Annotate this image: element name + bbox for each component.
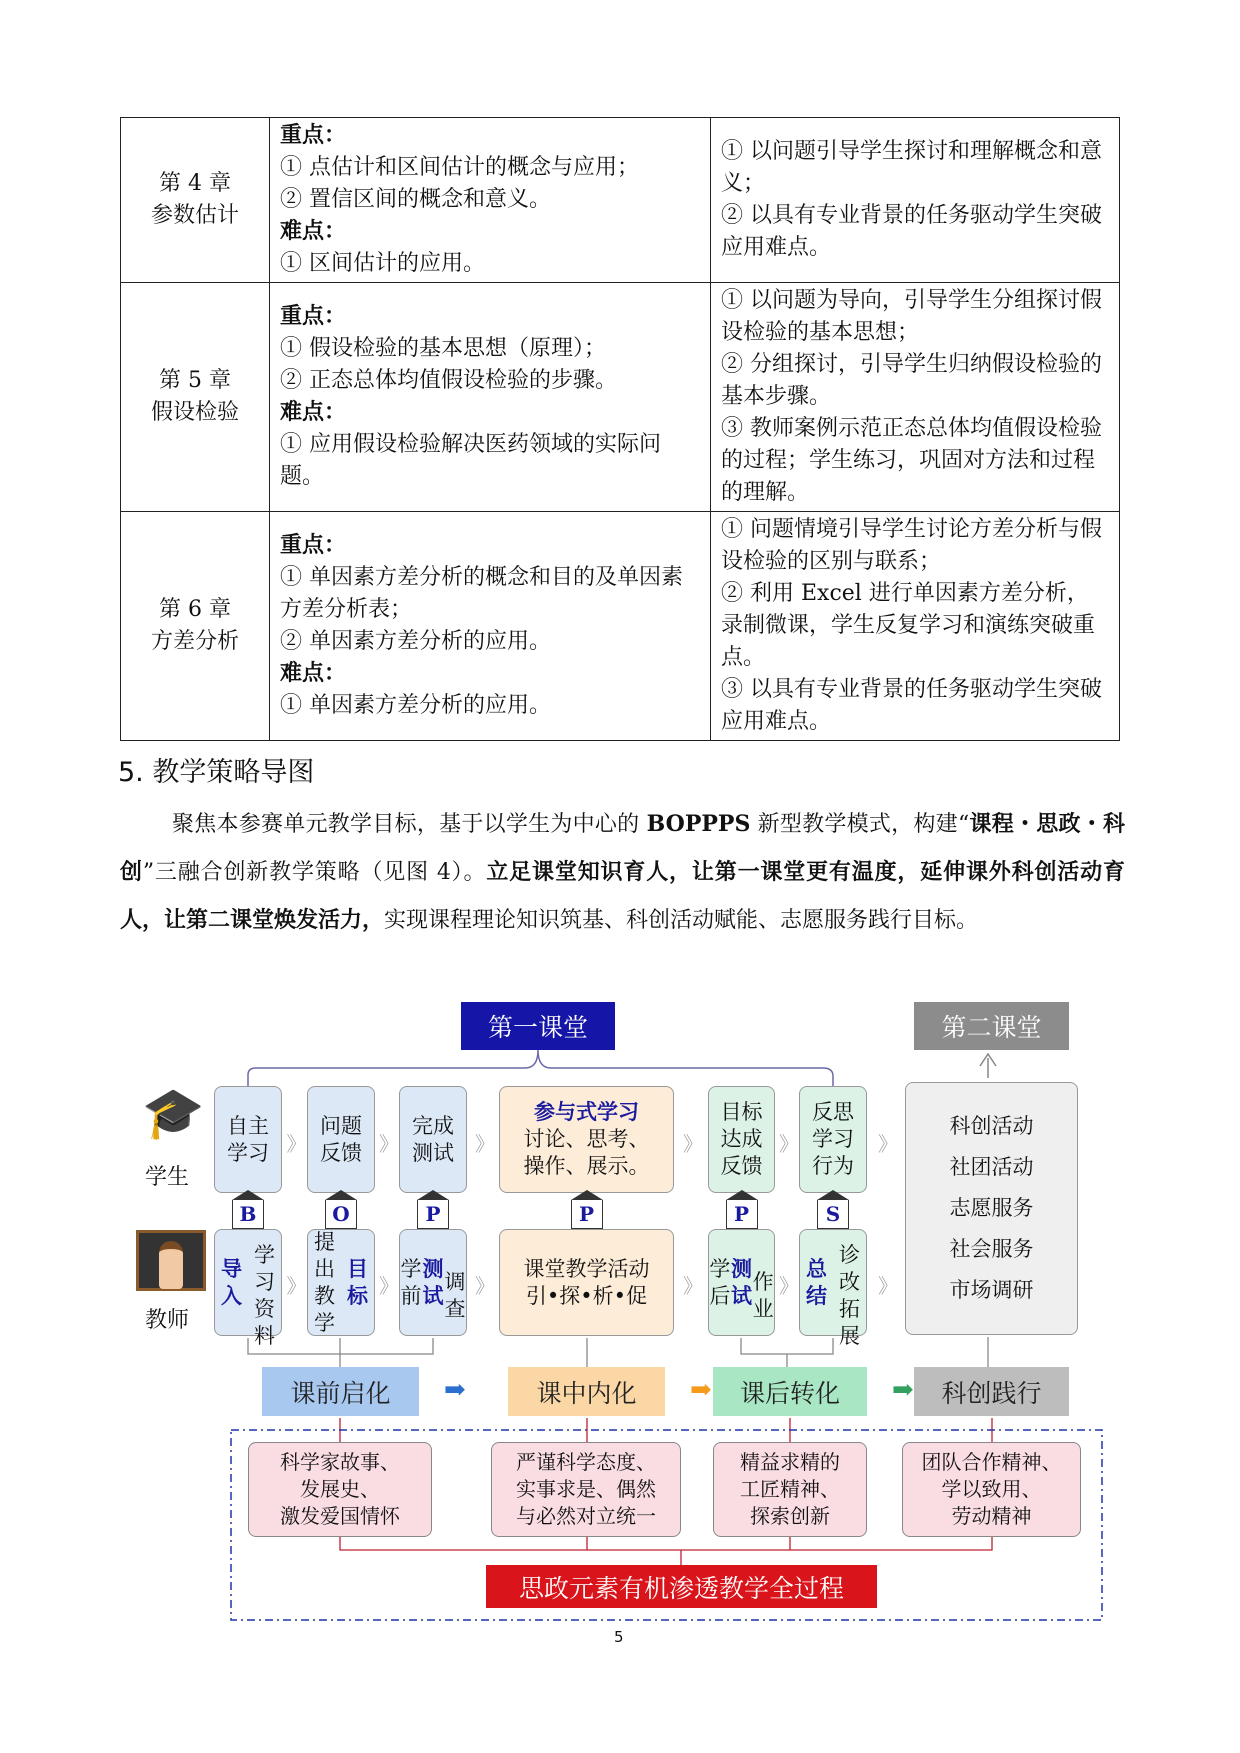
page-number: 5 [614, 1628, 624, 1646]
chapter-text: 第 6 章 [159, 597, 231, 622]
difficulty-label: 难点： [280, 661, 347, 686]
participatory-body: 讨论、思考、 操作、展示。 [523, 1127, 650, 1178]
key-point: ② 置信区间的概念和意义。 [280, 187, 551, 212]
chevron-right-icon: 》 [878, 1274, 898, 1298]
difficulty-point: ① 单因素方差分析的应用。 [280, 693, 551, 718]
bopps-tag-O: O [325, 1200, 357, 1229]
teacher-blackboard-icon [136, 1230, 206, 1291]
classroom-activity-box: 课堂教学活动 引•探•析•促 [499, 1229, 674, 1336]
method-item: ② 以具有专业背景的任务驱动学生突破应用难点。 [721, 203, 1102, 260]
ideology-banner: 思政元素有机渗透教学全过程 [486, 1565, 877, 1608]
chevron-right-icon: 》 [286, 1274, 307, 1298]
text: 新型教学模式，构建“ [757, 812, 970, 837]
teacher-step-box: 学后 测试 作业 [708, 1229, 775, 1336]
chapter-text: 参数估计 [150, 203, 239, 228]
key-point: ① 点估计和区间估计的概念与应用； [280, 155, 639, 180]
chevron-right-icon: 》 [779, 1274, 799, 1298]
highlight: 目标 [347, 1256, 368, 1308]
text: 实现课程理论知识筑基、科创活动赋能、志愿服务践行目标。 [384, 908, 979, 933]
difficulty-point: ① 应用假设检验解决医药领域的实际问题。 [280, 432, 661, 489]
bopps-text: BOPPPS [646, 811, 751, 837]
student-step-box: 目标 达成 反馈 [708, 1086, 775, 1193]
highlight: 测试 [731, 1256, 752, 1308]
student-graduate-icon: 🎓 [142, 1084, 205, 1142]
difficulty-label: 难点： [280, 219, 347, 244]
difficulty-label: 难点： [280, 400, 347, 425]
highlight: 导入 [221, 1256, 242, 1308]
participatory-title: 参与式学习 [534, 1100, 639, 1124]
chevron-right-icon: 》 [683, 1274, 703, 1298]
chevron-right-icon: 》 [475, 1132, 495, 1156]
stage-label: 课后转化 [713, 1367, 867, 1416]
second-class-label: 第二课堂 [914, 1002, 1069, 1050]
ideology-box: 科学家故事、 发展史、 激发爱国情怀 [248, 1442, 432, 1537]
ideology-box: 团队合作精神、 学以致用、 劳动精神 [902, 1442, 1081, 1537]
arrow-right-icon: ➡ [444, 1375, 466, 1405]
second-class-item: 市场调研 [949, 1278, 1034, 1302]
method-item: ② 利用 Excel 进行单因素方差分析，录制微课，学生反复学习和演练突破重点。 [721, 581, 1096, 670]
method-item: ① 以问题引导学生探讨和理解概念和意义； [721, 139, 1102, 196]
student-step-box: 完成 测试 [399, 1086, 467, 1193]
key-label: 重点： [280, 123, 347, 148]
ideology-box: 严谨科学态度、 实事求是、偶然 与必然对立统一 [491, 1442, 681, 1537]
text: 聚焦本参赛单元教学目标，基于以学生为中心的 [172, 812, 640, 837]
teacher-step-box: 提出 教学 目标 [307, 1229, 375, 1336]
key-point: ② 正态总体均值假设检验的步骤。 [280, 368, 617, 393]
student-step-box: 自主 学习 [214, 1086, 282, 1193]
chapter-text: 第 5 章 [159, 368, 231, 393]
bold-text: 立足课堂知识育人，让第一课堂更有温度，延伸课外科创活动育人，让第二课堂焕发活力， [120, 860, 1125, 933]
method-item: ③ 教师案例示范正态总体均值假设检验的过程；学生练习，巩固对方法和过程的理解。 [721, 416, 1102, 505]
second-class-activities [905, 1082, 1078, 1335]
bopps-tag-B: B [232, 1200, 264, 1229]
key-point: ① 单因素方差分析的概念和目的及单因素方差分析表； [280, 565, 683, 622]
chevron-right-icon: 》 [779, 1132, 799, 1156]
section-heading: 5. 教学策略导图 [118, 757, 315, 788]
method-item: ① 以问题为导向，引导学生分组探讨假设检验的基本思想； [721, 288, 1102, 345]
chevron-right-icon: 》 [286, 1132, 307, 1156]
key-point: ① 假设检验的基本思想（原理）； [280, 336, 606, 361]
method-item: ③ 以具有专业背景的任务驱动学生突破应用难点。 [721, 677, 1102, 734]
key-point: ② 单因素方差分析的应用。 [280, 629, 551, 654]
second-class-item: 社团活动 [949, 1155, 1034, 1179]
chevron-right-icon: 》 [878, 1132, 898, 1156]
chapter-text: 第 4 章 [159, 171, 231, 196]
teacher-step-box: 学前 测试 调查 [399, 1229, 467, 1336]
second-class-item: 科创活动 [949, 1114, 1034, 1138]
second-class-item: 志愿服务 [949, 1196, 1034, 1220]
stage-label: 科创践行 [914, 1367, 1069, 1416]
highlight: 测试 [422, 1256, 444, 1308]
chapter-text: 假设检验 [150, 400, 239, 425]
bopps-tag-S: S [817, 1200, 849, 1229]
bopps-tag-P: P [571, 1200, 603, 1229]
arrow-right-icon: ➡ [690, 1375, 712, 1405]
chevron-right-icon: 》 [475, 1274, 495, 1298]
highlight: 总结 [806, 1256, 827, 1308]
method-item: ① 问题情境引导学生讨论方差分析与假设检验的区别与联系； [721, 517, 1102, 574]
second-class-item: 社会服务 [949, 1237, 1034, 1261]
student-step-box: 反思 学习 行为 [799, 1086, 867, 1193]
bopps-tag-P: P [417, 1200, 449, 1229]
chevron-right-icon: 》 [379, 1274, 399, 1298]
student-step-box: 问题 反馈 [307, 1086, 375, 1193]
stage-label: 课前启化 [262, 1367, 419, 1416]
bopps-tag-P: P [726, 1200, 758, 1229]
stage-label: 课中内化 [508, 1367, 665, 1416]
strategy-name: 课程・思政・科创 [120, 812, 1126, 885]
key-label: 重点： [280, 533, 347, 558]
teacher-label: 教师 [145, 1308, 190, 1333]
chevron-right-icon: 》 [683, 1132, 703, 1156]
ideology-box: 精益求精的 工匠精神、 探索创新 [713, 1442, 867, 1537]
first-class-label: 第一课堂 [461, 1002, 615, 1050]
teacher-step-box: 导入 学习 资料 [214, 1229, 282, 1336]
participatory-learning-box [499, 1086, 674, 1193]
arrow-right-icon: ➡ [892, 1375, 914, 1405]
student-label: 学生 [145, 1165, 190, 1190]
teacher-step-box: 总结 诊改 拓展 [799, 1229, 867, 1336]
difficulty-point: ① 区间估计的应用。 [280, 251, 485, 276]
method-item: ② 分组探讨，引导学生归纳假设检验的基本步骤。 [721, 352, 1102, 409]
chapter-text: 方差分析 [150, 629, 239, 654]
chevron-right-icon: 》 [379, 1132, 399, 1156]
key-label: 重点： [280, 304, 347, 329]
text: ”三融合创新教学策略（见图 4）。 [142, 860, 487, 885]
